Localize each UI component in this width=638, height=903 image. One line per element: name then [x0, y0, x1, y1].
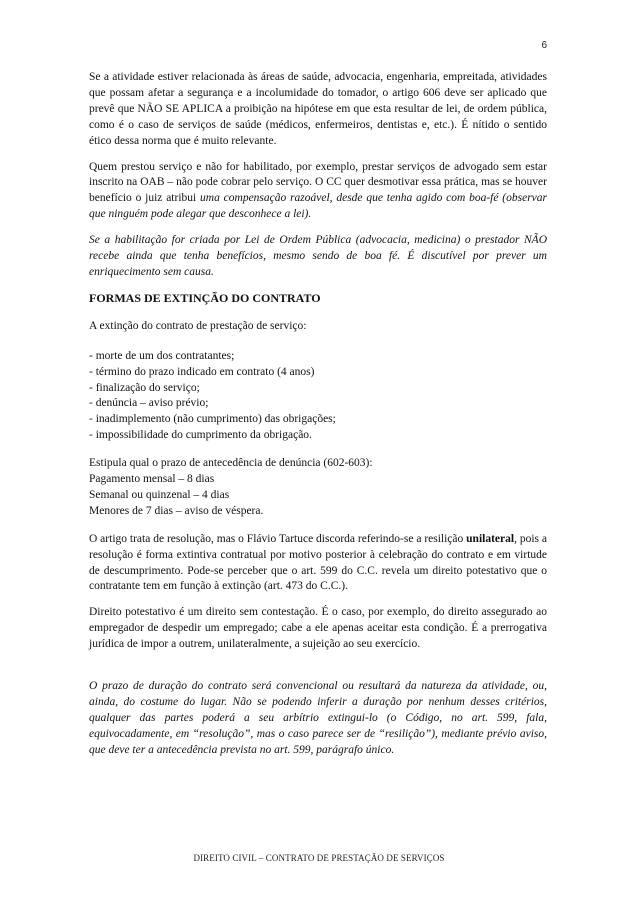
- paragraph-resilicao-text-a: O artigo trata de resolução, mas o Flávio Tartuce discorda referindo-se a resilição: [89, 532, 467, 545]
- notice-period-line: Pagamento mensal – 8 dias: [89, 473, 215, 486]
- paragraph-resilicao-bold: unilateral: [466, 532, 515, 545]
- list-item: - término do prazo indicado em contrato (4 anos): [89, 365, 315, 378]
- notice-period-line: Estipula qual o prazo de antecedência de denúncia (602-603):: [89, 457, 373, 470]
- paragraph-article-606: Se a atividade estiver relacionada às áreas de saúde, advocacia, engenharia, empreitada, atividades que possam afetar a segurança e a incolumidade do tomador, o artigo 606 deve ser aplicado que prevê que NÃO SE APLICA a proibição na hipótese em que esta resultar de lei, de ordem pública, como é o caso de serviços de saúde (médicos, enfermeiros, dentistas e, etc.). É nítido o sentido ético dessa norma que é muito relevante.: [89, 71, 547, 147]
- paragraph-resilicao-text-b: , pois a resolução é forma extintiva contratual por motivo posterior à celebração do contrato e em virtude de descumprimento. Pode-se perceber que o art. 599 do C.C. revela um direito potestativo que o contratante tem em função à extinção (art. 473 do C.C.).: [89, 532, 547, 593]
- list-item: - inadimplemento (não cumprimento) das obrigações;: [89, 413, 336, 426]
- notice-period-line: Menores de 7 dias – aviso de véspera.: [89, 504, 264, 517]
- notice-period-block: [89, 456, 547, 520]
- paragraph-resilicao: [89, 532, 547, 596]
- list-item: - impossibilidade do cumprimento da obrigação.: [89, 429, 312, 442]
- paragraph-potestative-right: Direito potestativo é um direito sem contestação. É o caso, por exemplo, do direito assegurado ao empregador de despedir um empregado; cabe a ele apenas aceitar esta condição. É a prerrogativa jurídica de impor a outrem, unilateralmente, a sujeição ao seu exercício.: [89, 606, 547, 651]
- extinction-list: [89, 349, 547, 444]
- paragraph-public-order-law: Se a habilitação for criada por Lei de Ordem Pública (advocacia, medicina) o prestador NÃO recebe ainda que tenha benefícios, mesmo sendo de boa fé. É discutível por prever um enriquecimento sem causa.: [89, 234, 547, 278]
- list-item: - finalização do serviço;: [89, 381, 200, 394]
- notice-period-line: Semanal ou quinzenal – 4 dias: [89, 488, 230, 501]
- spacer: [89, 663, 547, 679]
- page-number: 6: [541, 40, 547, 51]
- list-item: - denúncia – aviso prévio;: [89, 397, 209, 410]
- paragraph-unqualified-service: [89, 160, 547, 224]
- paragraph-extinction-intro: A extinção do contrato de prestação de serviço:: [89, 319, 307, 332]
- section-title-extinction: FORMAS DE EXTINÇÃO DO CONTRATO: [89, 290, 321, 305]
- paragraph-contract-duration: O prazo de duração do contrato será convencional ou resultará da natureza da atividade, ou, ainda, do costume do lugar. Não se podendo inferir a duração por nenhum desses critérios, qualquer das partes poderá a seu arbítrio extingui-lo (o Código, no art. 599, fala, equivocadamente, em “resolução”, mas o caso parece ser de “resilição”), mediante prévio aviso, que deve ter a antecedência prevista no art. 599, parágrafo único.: [89, 680, 547, 756]
- paragraph-unqualified-service-italic: uma compensação razoável, desde que tenha agido com boa-fé (observar que ninguém pode alegar que desconhece a lei).: [89, 192, 547, 221]
- document-body: [89, 70, 547, 769]
- paragraph-unqualified-service-text: Quem prestou serviço e não for habilitado, por exemplo, prestar serviços de advogado sem estar inscrito na OAB – não pode cobrar pelo serviço. O CC quer desmotivar essa prática, mas se houver benefício o juiz atribui: [89, 160, 547, 205]
- list-item: - morte de um dos contratantes;: [89, 349, 235, 362]
- page-footer: DIREITO CIVIL – CONTRATO DE PRESTAÇÃO DE SERVIÇOS: [193, 853, 445, 863]
